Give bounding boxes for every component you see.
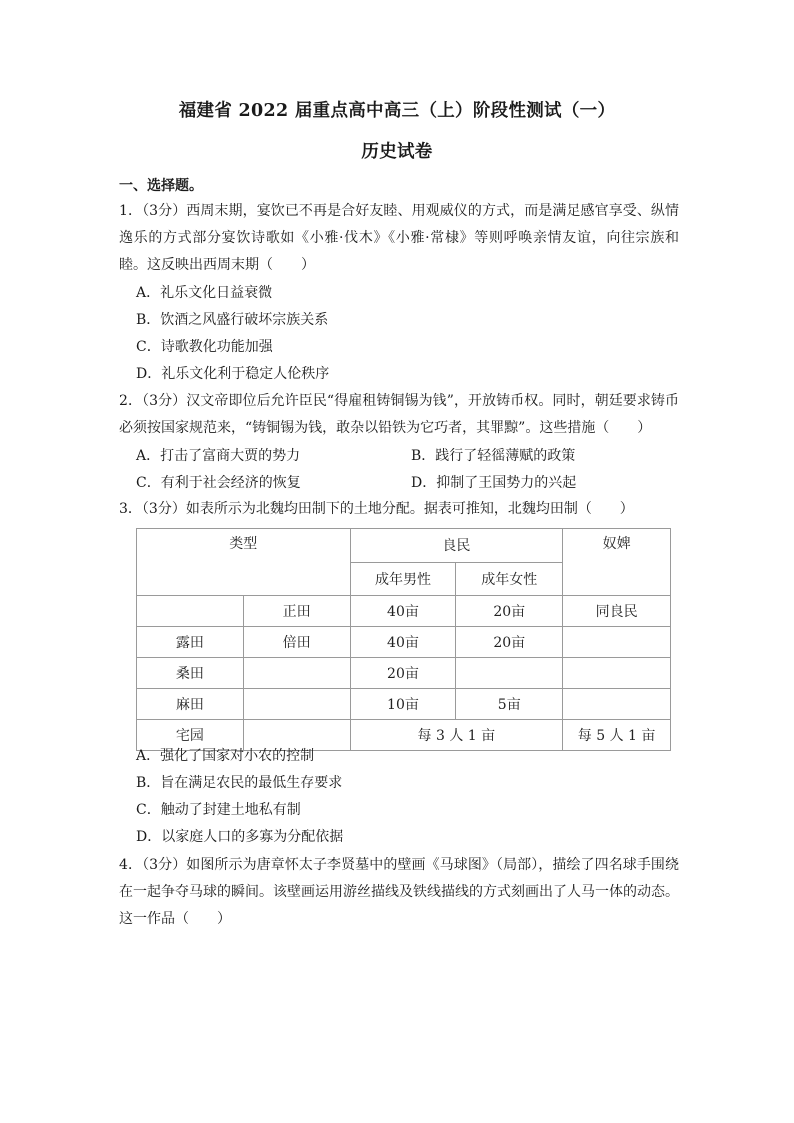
question-1-stem: 1．（3分）西周末期，宴饮已不再是合好友睦、用观威仪的方式，而是满足感官享受、纵情逸乐的方式部分宴饮诗歌如《小雅·伐木》《小雅·常棣》等则呼唤亲情友谊，向往宗族和睦。这反映出西周末期（ ） bbox=[119, 203, 679, 273]
table-cell: 每 3 人 1 亩 bbox=[350, 720, 563, 751]
question-4-stem: 4．（3分）如图所示为唐章怀太子李贤墓中的壁画《马球图》（局部），描绘了四名球手围绕在一起争夺马球的瞬间。该壁画运用游丝描线及铁线描线的方式刻画出了人马一体的动态。这一作品（ ） bbox=[119, 857, 679, 927]
question-2-option-b: B．践行了轻徭薄赋的政策 bbox=[411, 448, 576, 464]
table-cell: 20亩 bbox=[456, 627, 563, 658]
table-cell bbox=[243, 658, 350, 689]
question-2-option-a: A．打击了富商大贾的势力 bbox=[136, 448, 301, 464]
land-allocation-table bbox=[136, 528, 671, 751]
exam-title: 福建省 2022 届重点高中高三（上）阶段性测试（一） bbox=[178, 101, 616, 121]
table-cell: 10亩 bbox=[350, 689, 456, 720]
table-cell: 倍田 bbox=[243, 627, 350, 658]
table-cell: 5亩 bbox=[456, 689, 563, 720]
question-1-option-a: A．礼乐文化日益衰微 bbox=[136, 285, 273, 301]
question-2-option-c: C．有利于社会经济的恢复 bbox=[136, 475, 301, 491]
table-row bbox=[137, 658, 671, 689]
header-liangmin: 良民 bbox=[350, 529, 563, 563]
table-cell: 宅园 bbox=[137, 720, 244, 751]
table-cell: 同良民 bbox=[563, 596, 671, 627]
table-cell: 40亩 bbox=[350, 596, 456, 627]
table-row bbox=[137, 627, 671, 658]
table-cell bbox=[563, 658, 671, 689]
question-3-option-c: C．触动了封建土地私有制 bbox=[136, 802, 301, 818]
table-cell: 麻田 bbox=[137, 689, 244, 720]
header-adult-female: 成年女性 bbox=[456, 562, 563, 596]
header-adult-male: 成年男性 bbox=[350, 562, 456, 596]
section-heading: 一、选择题。 bbox=[119, 178, 203, 194]
question-3-option-b: B．旨在满足农民的最低生存要求 bbox=[136, 775, 343, 791]
exam-subtitle: 历史试卷 bbox=[361, 142, 433, 162]
table-cell: 20亩 bbox=[350, 658, 456, 689]
header-nubi: 奴婢 bbox=[563, 529, 671, 596]
table-row bbox=[137, 596, 671, 627]
header-type: 类型 bbox=[137, 529, 351, 596]
table-cell: 每 5 人 1 亩 bbox=[563, 720, 671, 751]
table-cell bbox=[456, 658, 563, 689]
table-cell bbox=[243, 689, 350, 720]
table-cell: 20亩 bbox=[456, 596, 563, 627]
table-cell: 桑田 bbox=[137, 658, 244, 689]
table-cell: 露田 bbox=[137, 627, 244, 658]
question-1-option-c: C．诗歌教化功能加强 bbox=[136, 339, 273, 355]
question-2-option-d: D．抑制了王国势力的兴起 bbox=[411, 475, 577, 491]
table-cell bbox=[563, 627, 671, 658]
question-1-option-b: B．饮酒之风盛行破坏宗族关系 bbox=[136, 312, 329, 328]
table-row bbox=[137, 689, 671, 720]
question-3-stem: 3．（3分）如表所示为北魏均田制下的土地分配。据表可推知，北魏均田制（ ） bbox=[119, 501, 634, 517]
table-cell: 正田 bbox=[243, 596, 350, 627]
table-cell: 40亩 bbox=[350, 627, 456, 658]
table-cell bbox=[137, 596, 244, 627]
question-3-option-d: D．以家庭人口的多寡为分配依据 bbox=[136, 829, 344, 845]
table-cell bbox=[563, 689, 671, 720]
question-3-option-a: A．强化了国家对小农的控制 bbox=[136, 748, 315, 764]
question-2-stem: 2．（3分）汉文帝即位后允许臣民“得雇租铸铜锡为钱”，开放铸币权。同时，朝廷要求铸币必须按国家规范来，“铸铜锡为钱，敢杂以铅铁为它巧者，其罪黥”。这些措施（ ） bbox=[119, 393, 679, 436]
question-1-option-d: D．礼乐文化利于稳定人伦秩序 bbox=[136, 366, 330, 382]
